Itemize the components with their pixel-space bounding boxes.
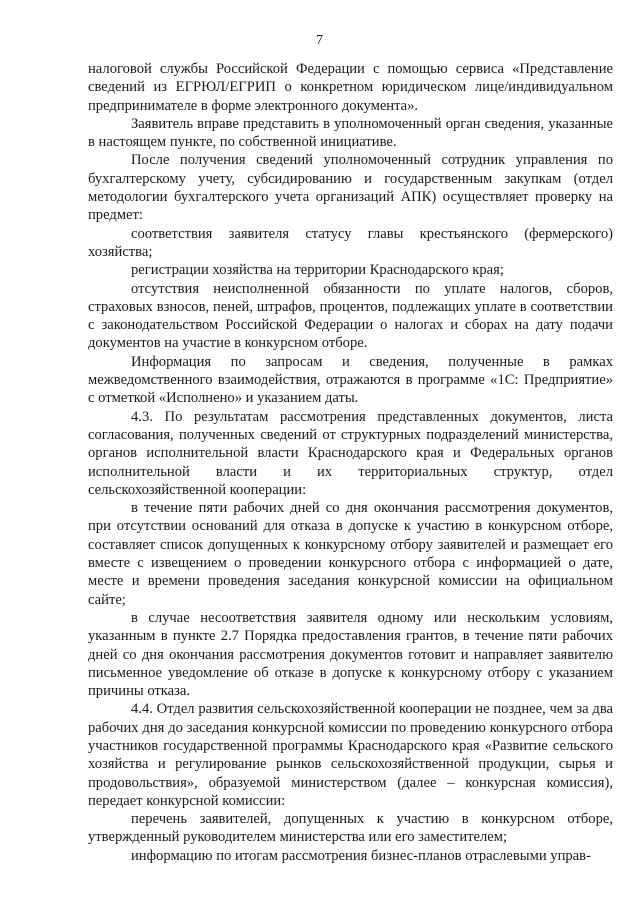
paragraph-10: в случае несоответствия заявителя одному или нескольким условиям, указанным в пункте 2.7 Порядка предоставления грантов, в течение пяти рабочих дней со дня окончания рассмотрения документов готовит и направляет заявителю письменное уведомление об отказе в допуске к конкурсному отбору с указанием причины отказа. (88, 609, 613, 700)
paragraph-4: соответствия заявителя статусу главы крестьянского (фермерского) хозяйства; (88, 225, 613, 260)
paragraph-3: После получения сведений уполномоченный сотрудник управления по бухгалтерскому учету, субсидированию и государственным закупкам (отдел методологии бухгалтерского учета организаций АПК) осуществляет проверку на предмет: (88, 152, 613, 224)
document-body (88, 60, 613, 865)
paragraph-1: налоговой службы Российской Федерации с помощью сервиса «Представление сведений из ЕГРЮЛ/ЕГРИП о конкретном юридическом лице/индивидуальном предпринимателе в форме электронного документа». (88, 61, 613, 114)
page-number: 7 (316, 33, 323, 48)
paragraph-2: Заявитель вправе представить в уполномоченный орган сведения, указанные в настоящем пункте, по собственной инициативе. (88, 115, 613, 151)
paragraph-7: Информация по запросам и сведения, полученные в рамках межведомственного взаимодействия, отражаются в программе «1С: Предприятие» с отметкой «Исполнено» и указанием даты. (88, 353, 613, 407)
paragraph-5: регистрации хозяйства на территории Краснодарского края; (131, 262, 504, 279)
paragraph-8: 4.3. По результатам рассмотрения представленных документов, листа согласования, полученных сведений от структурных подразделений министерства, органов исполнительной власти Краснодарского края и Федеральных органов исполнительной власти и их территориальных структур, отдел сельскохозяйственной кооперации: (88, 408, 613, 498)
paragraph-11: 4.4. Отдел развития сельскохозяйственной кооперации не позднее, чем за два рабочих дня до заседания конкурсной комиссии по проведению конкурсного отбора участников государственной программы Краснодарского края «Развитие сельского хозяйства и регулирование рынков сельскохозяйственной продукции, сырья и продовольствия», образуемой министерством (далее – конкурсная комиссия), передает конкурсной комиссии: (88, 701, 613, 809)
paragraph-9: в течение пяти рабочих дней со дня окончания рассмотрения документов, при отсутствии оснований для отказа в допуске к участию в конкурсном отборе, составляет список допущенных к конкурсному отбору заявителей и размещает его вместе с извещением о проведении конкурсного отбора с информацией о дате, месте и времени проведения заседания конкурсной комиссии на официальном сайте; (88, 500, 613, 608)
paragraph-6: отсутствия неисполненной обязанности по уплате налогов, сборов, страховых взносов, пеней, штрафов, процентов, подлежащих уплате в соответствии с законодательством Российской Федерации о налогах и сборах на дату подачи документов на участие в конкурсном отборе. (88, 280, 613, 352)
paragraph-12: перечень заявителей, допущенных к участию в конкурсном отборе, утвержденный руководителем министерства или его заместителем; (88, 811, 613, 846)
paragraph-13: информацию по итогам рассмотрения бизнес-планов отраслевыми управ- (131, 847, 591, 864)
